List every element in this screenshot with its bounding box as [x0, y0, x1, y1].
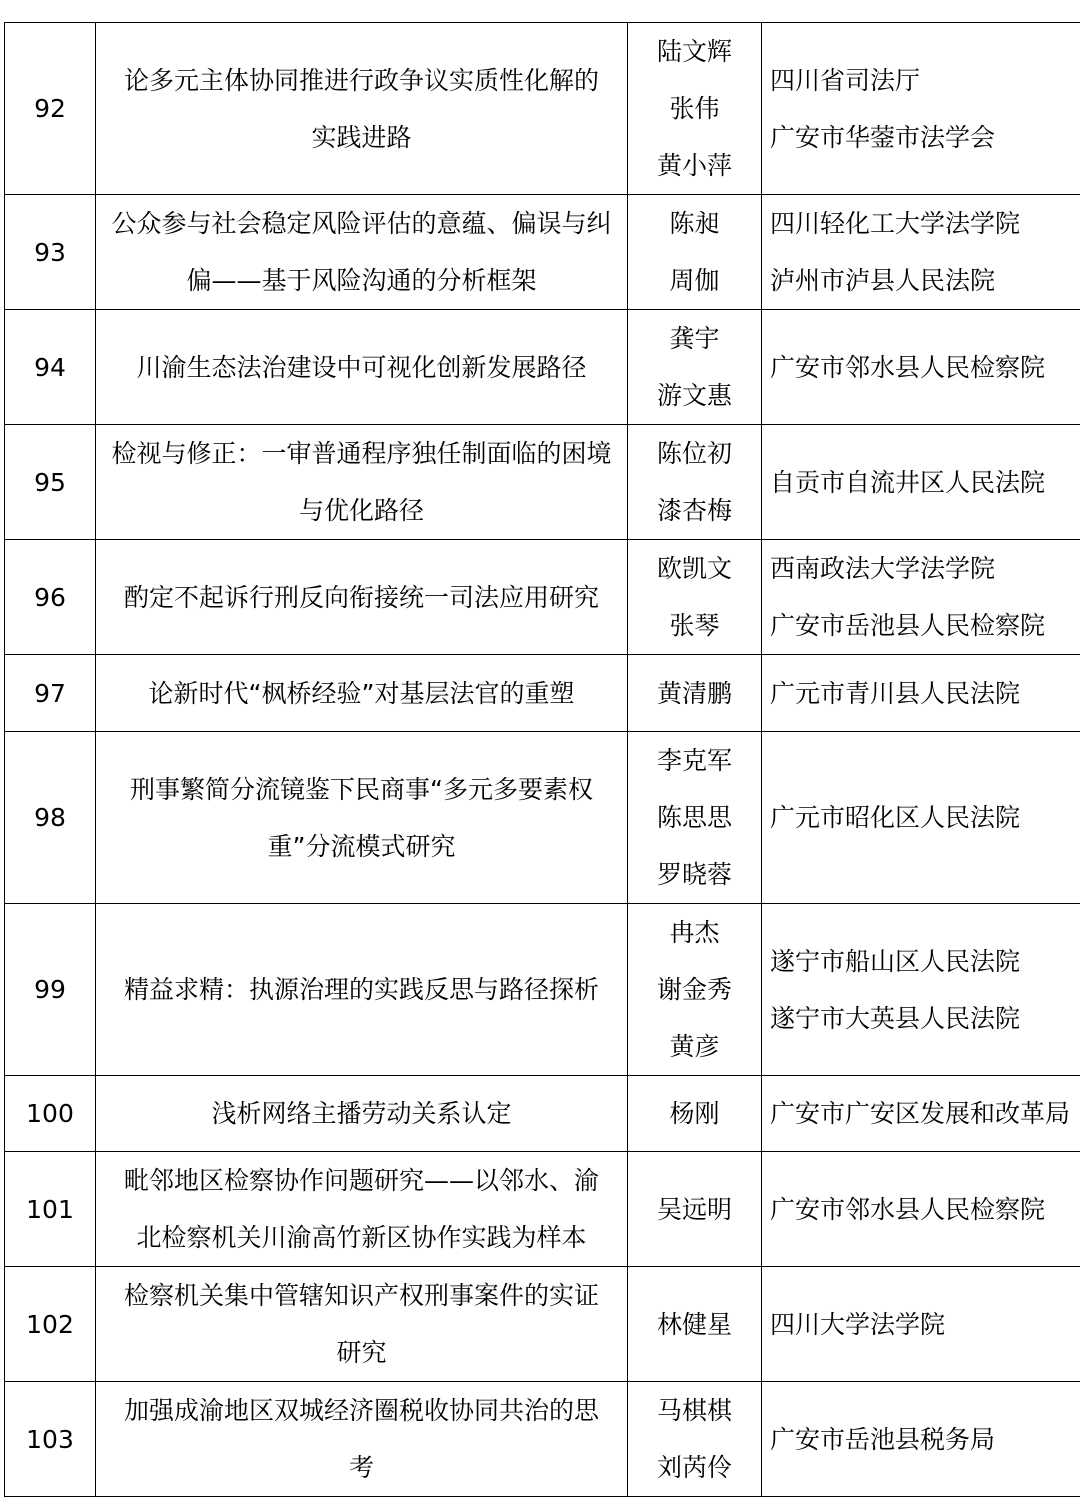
affiliation-list-line: 泸州市泸县人民法院 — [770, 266, 996, 295]
affiliation-list — [762, 1382, 1080, 1497]
affiliation-list — [762, 425, 1080, 540]
paper-title-line: 公众参与社会稳定风险评估的意蕴、偏误与纠 — [111, 209, 612, 238]
affiliation-list-line: 广元市青川县人民法院 — [770, 678, 1021, 708]
author-list — [628, 1382, 762, 1497]
row-number: 95 — [5, 425, 96, 540]
affiliation-list-line: 广安市岳池县人民检察院 — [770, 611, 1046, 640]
paper-title-line: 川渝生态法治建设中可视化创新发展路径 — [136, 352, 587, 382]
paper-title — [96, 540, 628, 655]
author-list-line: 黄清鹏 — [656, 678, 732, 708]
affiliation-list-line: 四川省司法厅 — [770, 65, 921, 95]
affiliation-list-line: 广安市华蓥市法学会 — [770, 122, 996, 152]
paper-title-line: 加强成渝地区双城经济圈税收协同共治的思 — [123, 1396, 599, 1425]
author-list-line: 漆杏梅 — [656, 496, 732, 525]
author-list — [628, 1076, 762, 1152]
author-list — [628, 23, 762, 195]
author-list-line: 欧凯文 — [656, 554, 732, 583]
row-number: 101 — [5, 1152, 96, 1267]
paper-title-line: 刑事繁简分流镜鉴下民商事“多元多要素权 — [130, 774, 593, 804]
author-list — [628, 310, 762, 425]
paper-title-line: 研究 — [336, 1338, 387, 1367]
author-list-line: 冉杰 — [669, 918, 720, 947]
author-list — [628, 732, 762, 904]
author-list-line: 黄小萍 — [656, 151, 732, 180]
affiliation-list-line: 四川轻化工大学法学院 — [770, 209, 1021, 238]
table-row — [5, 1382, 1080, 1497]
paper-title-line: 毗邻地区检察协作问题研究——以邻水、渝 — [123, 1166, 599, 1195]
paper-title-line: 论新时代“枫桥经验”对基层法官的重塑 — [148, 678, 575, 708]
author-list-line: 周伽 — [669, 266, 720, 295]
author-list — [628, 655, 762, 732]
affiliation-list-line: 自贡市自流井区人民法院 — [770, 467, 1046, 497]
author-list — [628, 540, 762, 655]
author-list-line: 龚宇 — [669, 324, 720, 353]
table-row — [5, 732, 1080, 904]
author-list-line: 杨刚 — [669, 1099, 720, 1128]
row-number: 94 — [5, 310, 96, 425]
paper-title — [96, 1267, 628, 1382]
paper-title — [96, 655, 628, 732]
paper-title — [96, 904, 628, 1076]
row-number: 92 — [5, 23, 96, 195]
table-row — [5, 425, 1080, 540]
affiliation-list — [762, 1267, 1080, 1382]
author-list-line: 陈位初 — [656, 439, 732, 468]
author-list-line: 谢金秀 — [656, 975, 732, 1004]
paper-title-line: 论多元主体协同推进行政争议实质性化解的 — [123, 65, 599, 95]
paper-title-line: 精益求精：执源治理的实践反思与路径探析 — [123, 975, 599, 1004]
table-row — [5, 1152, 1080, 1267]
paper-title-line: 检察机关集中管辖知识产权刑事案件的实证 — [123, 1281, 599, 1310]
affiliation-list — [762, 655, 1080, 732]
affiliation-list — [762, 310, 1080, 425]
author-list-line: 陆文辉 — [656, 37, 732, 66]
table-body — [5, 23, 1080, 1497]
row-number: 100 — [5, 1076, 96, 1152]
table-row — [5, 1267, 1080, 1382]
table-row — [5, 310, 1080, 425]
table-row — [5, 655, 1080, 732]
row-number: 103 — [5, 1382, 96, 1497]
affiliation-list — [762, 195, 1080, 310]
author-list-line: 罗晓蓉 — [656, 860, 732, 889]
author-list-line: 张琴 — [669, 611, 720, 640]
affiliation-list-line: 西南政法大学法学院 — [770, 554, 996, 583]
author-list-line: 李克军 — [656, 746, 732, 775]
affiliation-list — [762, 1152, 1080, 1267]
paper-title-line: 重”分流模式研究 — [267, 831, 456, 861]
paper-title — [96, 195, 628, 310]
affiliation-list — [762, 732, 1080, 904]
paper-title-line: 实践进路 — [311, 122, 412, 152]
table-row — [5, 904, 1080, 1076]
author-list — [628, 1152, 762, 1267]
affiliation-list-line: 四川大学法学院 — [770, 1309, 946, 1339]
paper-title-line: 酌定不起诉行刑反向衔接统一司法应用研究 — [123, 582, 599, 612]
row-number: 93 — [5, 195, 96, 310]
author-list-line: 游文惠 — [656, 381, 732, 410]
paper-title — [96, 1382, 628, 1497]
row-number: 99 — [5, 904, 96, 1076]
paper-title-line: 考 — [348, 1453, 374, 1482]
paper-title — [96, 310, 628, 425]
author-list — [628, 425, 762, 540]
affiliation-list-line: 广安市岳池县税务局 — [770, 1424, 996, 1454]
paper-title — [96, 23, 628, 195]
paper-title-line: 北检察机关川渝高竹新区协作实践为样本 — [136, 1223, 587, 1252]
affiliation-list — [762, 1076, 1080, 1152]
paper-title-line: 浅析网络主播劳动关系认定 — [211, 1099, 512, 1128]
row-number: 98 — [5, 732, 96, 904]
table-row — [5, 540, 1080, 655]
affiliation-list — [762, 540, 1080, 655]
affiliation-list — [762, 904, 1080, 1076]
table-row — [5, 195, 1080, 310]
affiliation-list — [762, 23, 1080, 195]
paper-title — [96, 732, 628, 904]
paper-title — [96, 1076, 628, 1152]
author-list-line: 黄彦 — [669, 1032, 720, 1061]
paper-title-line: 检视与修正：一审普通程序独任制面临的困境 — [111, 439, 612, 468]
affiliation-list-line: 遂宁市大英县人民法院 — [770, 1003, 1021, 1033]
row-number: 96 — [5, 540, 96, 655]
author-list-line: 吴远明 — [656, 1194, 732, 1224]
affiliation-list-line: 广元市昭化区人民法院 — [770, 803, 1021, 832]
author-list — [628, 904, 762, 1076]
author-list — [628, 1267, 762, 1382]
author-list-line: 林健星 — [656, 1309, 732, 1339]
author-list-line: 张伟 — [669, 94, 720, 123]
author-list-line: 陈思思 — [656, 803, 732, 832]
table-row — [5, 1076, 1080, 1152]
affiliation-list-line: 遂宁市船山区人民法院 — [770, 946, 1021, 976]
author-list-line: 陈昶 — [669, 209, 720, 238]
paper-title-line: 与优化路径 — [298, 496, 424, 525]
affiliation-list-line: 广安市广安区发展和改革局 — [770, 1099, 1071, 1128]
author-list-line: 马棋棋 — [656, 1396, 732, 1425]
author-list — [628, 195, 762, 310]
paper-title-line: 偏——基于风险沟通的分析框架 — [186, 266, 537, 295]
author-list-line: 刘芮伶 — [656, 1453, 732, 1482]
award-table — [4, 22, 1080, 1497]
table-row — [5, 23, 1080, 195]
row-number: 97 — [5, 655, 96, 732]
affiliation-list-line: 广安市邻水县人民检察院 — [770, 1194, 1046, 1224]
affiliation-list-line: 广安市邻水县人民检察院 — [770, 352, 1046, 382]
paper-title — [96, 1152, 628, 1267]
row-number: 102 — [5, 1267, 96, 1382]
paper-title — [96, 425, 628, 540]
